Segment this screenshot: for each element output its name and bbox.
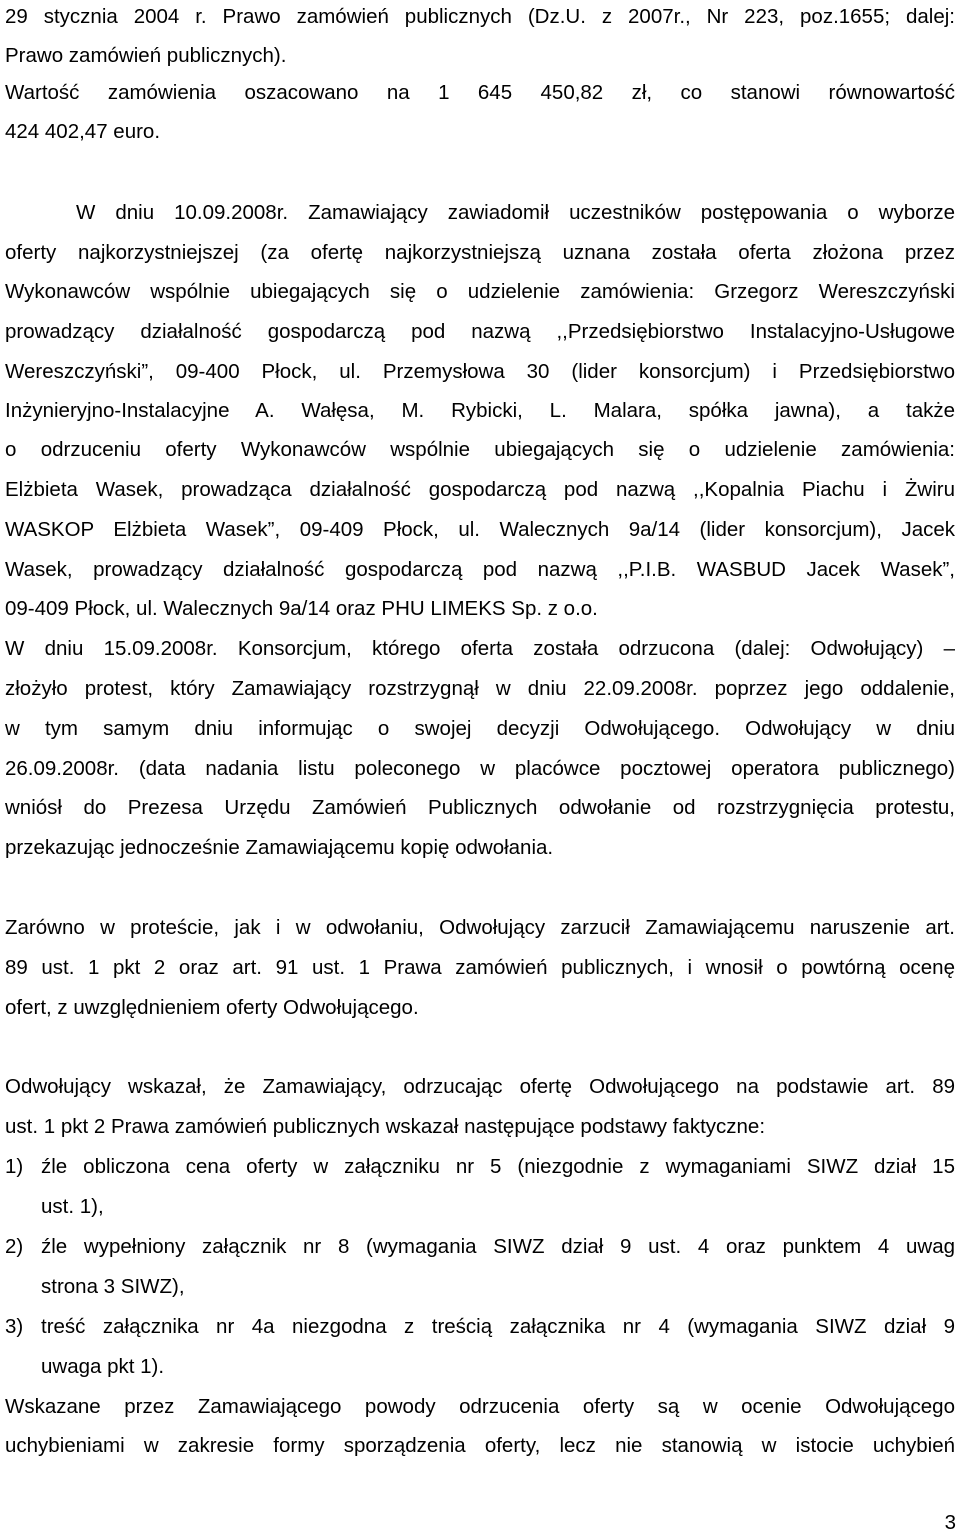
text-line: Odwołujący wskazał, że Zamawiający, odrzucając ofertę Odwołującego na podstawie art. 89 <box>5 1075 955 1098</box>
text-line: 29 stycznia 2004 r. Prawo zamówień publicznych (Dz.U. z 2007r., Nr 223, poz.1655; dalej: <box>5 5 955 28</box>
text-line: złożyło protest, który Zamawiający rozstrzygnął w dniu 22.09.2008r. poprzez jego oddalenie, <box>5 677 955 700</box>
text-line: Wykonawców wspólnie ubiegających się o udzielenie zamówienia: Grzegorz Wereszczyński <box>5 280 955 303</box>
text-line: źle wypełniony załącznik nr 8 (wymagania SIWZ dział 9 ust. 4 oraz punktem 4 uwag <box>41 1235 955 1258</box>
text-line: W dniu 15.09.2008r. Konsorcjum, którego oferta została odrzucona (dalej: Odwołujący) – <box>5 637 955 660</box>
page-number: 3 <box>944 1511 956 1534</box>
text-line: oferty najkorzystniejszej (za ofertę najkorzystniejszą uznana została oferta złożona przez <box>5 241 955 264</box>
text-line: uwaga pkt 1). <box>41 1355 165 1378</box>
text-line: treść załącznika nr 4a niezgodna z treścią załącznika nr 4 (wymagania SIWZ dział 9 <box>41 1315 955 1338</box>
text-line: Zarówno w proteście, jak i w odwołaniu, Odwołujący zarzucił Zamawiającemu naruszenie art. <box>5 916 955 939</box>
text-line: źle obliczona cena oferty w załączniku nr 5 (niezgodnie z wymaganiami SIWZ dział 15 <box>41 1155 955 1178</box>
text-line: Wasek, prowadzący działalność gospodarczą pod nazwą ,,P.I.B. WASBUD Jacek Wasek”, <box>5 558 955 581</box>
text-line: prowadzący działalność gospodarczą pod nazwą ,,Przedsiębiorstwo Instalacyjno-Usługowe <box>5 320 955 343</box>
list-number: 1) <box>5 1155 24 1178</box>
text-line: wniósł do Prezesa Urzędu Zamówień Publicznych odwołanie od rozstrzygnięcia protestu, <box>5 796 955 819</box>
list-number: 3) <box>5 1315 24 1338</box>
text-line: ofert, z uwzględnieniem oferty Odwołującego. <box>5 996 419 1019</box>
text-line: strona 3 SIWZ), <box>41 1275 185 1298</box>
text-line: w tym samym dniu informując o swojej decyzji Odwołującego. Odwołujący w dniu <box>5 717 955 740</box>
text-line: Inżynieryjno-Instalacyjne A. Wałęsa, M. Rybicki, L. Malara, spółka jawna), a także <box>5 399 955 422</box>
list-number: 2) <box>5 1235 24 1258</box>
text-line: 09-409 Płock, ul. Walecznych 9a/14 oraz PHU LIMEKS Sp. z o.o. <box>5 597 598 620</box>
text-line: W dniu 10.09.2008r. Zamawiający zawiadomił uczestników postępowania o wyborze <box>76 201 955 224</box>
text-line: Wartość zamówienia oszacowano na 1 645 450,82 zł, co stanowi równowartość <box>5 81 955 104</box>
text-line: uchybieniami w zakresie formy sporządzenia oferty, lecz nie stanowią w istocie uchybień <box>5 1434 955 1457</box>
text-line: 89 ust. 1 pkt 2 oraz art. 91 ust. 1 Prawa zamówień publicznych, i wnosił o powtórną ocenę <box>5 956 955 979</box>
text-line: WASKOP Elżbieta Wasek”, 09-409 Płock, ul. Walecznych 9a/14 (lider konsorcjum), Jacek <box>5 518 955 541</box>
text-line: ust. 1 pkt 2 Prawa zamówień publicznych wskazał następujące podstawy faktyczne: <box>5 1115 766 1138</box>
text-line: o odrzuceniu oferty Wykonawców wspólnie ubiegających się o udzielenie zamówienia: <box>5 438 955 461</box>
text-line: Elżbieta Wasek, prowadząca działalność gospodarczą pod nazwą ,,Kopalnia Piachu i Żwiru <box>5 478 955 501</box>
text-line: Wskazane przez Zamawiającego powody odrzucenia oferty są w ocenie Odwołującego <box>5 1395 955 1418</box>
text-line: przekazując jednocześnie Zamawiającemu kopię odwołania. <box>5 836 554 859</box>
text-line: 424 402,47 euro. <box>5 120 161 143</box>
text-line: Prawo zamówień publicznych). <box>5 44 287 67</box>
text-line: ust. 1), <box>41 1195 104 1218</box>
text-line: 26.09.2008r. (data nadania listu poleconego w placówce pocztowej operatora publicznego) <box>5 757 955 780</box>
text-line: Wereszczyński”, 09-400 Płock, ul. Przemysłowa 30 (lider konsorcjum) i Przedsiębiorstwo <box>5 360 955 383</box>
